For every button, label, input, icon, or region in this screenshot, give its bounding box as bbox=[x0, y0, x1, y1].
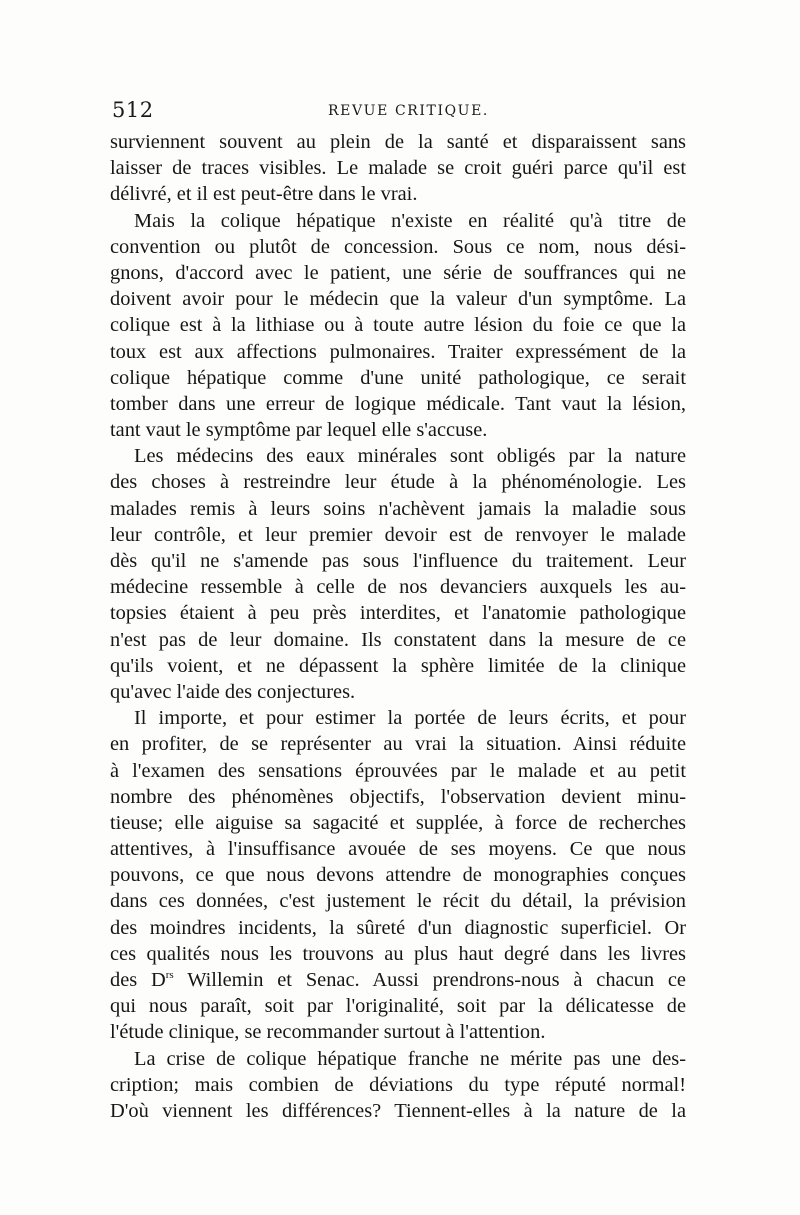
text-line: tomber dans une erreur de logique médicale. Tant vaut la lésion, bbox=[110, 392, 686, 415]
text-line: colique hépatique comme d'une unité pathologique, ce serait bbox=[110, 366, 686, 389]
text-line: en profiter, de se représenter au vrai la situation. Ainsi réduite bbox=[110, 733, 686, 756]
text-line: D'où viennent les différences? Tiennent-elles à la nature de la bbox=[110, 1099, 686, 1122]
text-line: qui nous paraît, soit par l'originalité, soit par la délicatesse de bbox=[110, 995, 686, 1018]
text-line: convention ou plutôt de concession. Sous ce nom, nous dési- bbox=[110, 235, 686, 258]
text-line: gnons, d'accord avec le patient, une série de souffrances qui ne bbox=[110, 261, 686, 284]
text-line: tant vaut le symptôme par lequel elle s'accuse. bbox=[110, 419, 488, 442]
text-line: délivré, et il est peut-être dans le vrai. bbox=[110, 183, 418, 206]
running-head bbox=[110, 98, 690, 128]
running-title: REVUE CRITIQUE. bbox=[328, 103, 489, 119]
text-line-with-superscript bbox=[110, 967, 686, 993]
text-line: médecine ressemble à celle de nos devanciers auxquels les au- bbox=[110, 576, 686, 599]
text-fragment: des D bbox=[110, 969, 166, 991]
text-line: La crise de colique hépatique franche ne mérite pas une des- bbox=[134, 1047, 686, 1070]
superscript-text: rs bbox=[165, 969, 174, 982]
text-line: nombre des phénomènes objectifs, l'observation devient minu- bbox=[110, 785, 686, 808]
text-line: tieuse; elle aiguise sa sagacité et supplée, à force de recherches bbox=[110, 811, 686, 834]
text-line: pouvons, ce que nous devons attendre de monographies conçues bbox=[110, 864, 686, 887]
text-line: leur contrôle, et leur premier devoir est de renvoyer le malade bbox=[110, 523, 686, 546]
text-line: qu'avec l'aide des conjectures. bbox=[110, 680, 356, 703]
text-line: Il importe, et pour estimer la portée de leurs écrits, et pour bbox=[134, 707, 686, 730]
text-line: doivent avoir pour le médecin que la valeur d'un symptôme. La bbox=[110, 288, 686, 311]
text-line: colique est à la lithiase ou à toute autre lésion du foie ce que la bbox=[110, 314, 686, 337]
text-line: des moindres incidents, la sûreté d'un diagnostic superficiel. Or bbox=[110, 916, 686, 939]
text-line: Les médecins des eaux minérales sont obligés par la nature bbox=[134, 445, 686, 468]
text-line: toux est aux affections pulmonaires. Traiter expressément de la bbox=[110, 340, 686, 363]
text-fragment: Willemin et Senac. Aussi prendrons-nous à chacun ce bbox=[173, 969, 686, 991]
text-line: cription; mais combien de déviations du type réputé normal! bbox=[110, 1073, 686, 1096]
text-line: Mais la colique hépatique n'existe en réalité qu'à titre de bbox=[134, 209, 686, 232]
text-line: dans ces données, c'est justement le récit du détail, la prévision bbox=[110, 890, 686, 913]
text-line: ces qualités nous les trouvons au plus haut degré dans les livres bbox=[110, 942, 686, 965]
text-line: qu'ils voient, et ne dépassent la sphère limitée de la clinique bbox=[110, 654, 686, 677]
text-line: l'étude clinique, se recommander surtout à l'attention. bbox=[110, 1021, 546, 1044]
text-line: laisser de traces visibles. Le malade se croit guéri parce qu'il est bbox=[110, 157, 686, 180]
text-line: topsies étaient à peu près interdites, et l'anatomie pathologique bbox=[110, 602, 686, 625]
text-line: attentives, à l'insuffisance avouée de ses moyens. Ce que nous bbox=[110, 838, 686, 861]
body-text bbox=[110, 129, 686, 1124]
text-line: n'est pas de leur domaine. Ils constatent dans la mesure de ce bbox=[110, 628, 686, 651]
text-line: dès qu'il ne s'amende pas sous l'influence du traitement. Leur bbox=[110, 550, 686, 572]
text-line: malades remis à leurs soins n'achèvent jamais la maladie sous bbox=[110, 497, 686, 520]
page-number: 512 bbox=[112, 98, 154, 122]
text-line: à l'examen des sensations éprouvées par le malade et au petit bbox=[110, 759, 686, 782]
text-line: surviennent souvent au plein de la santé et disparaissent sans bbox=[110, 131, 686, 153]
text-line: des choses à restreindre leur étude à la phénoménologie. Les bbox=[110, 471, 686, 494]
